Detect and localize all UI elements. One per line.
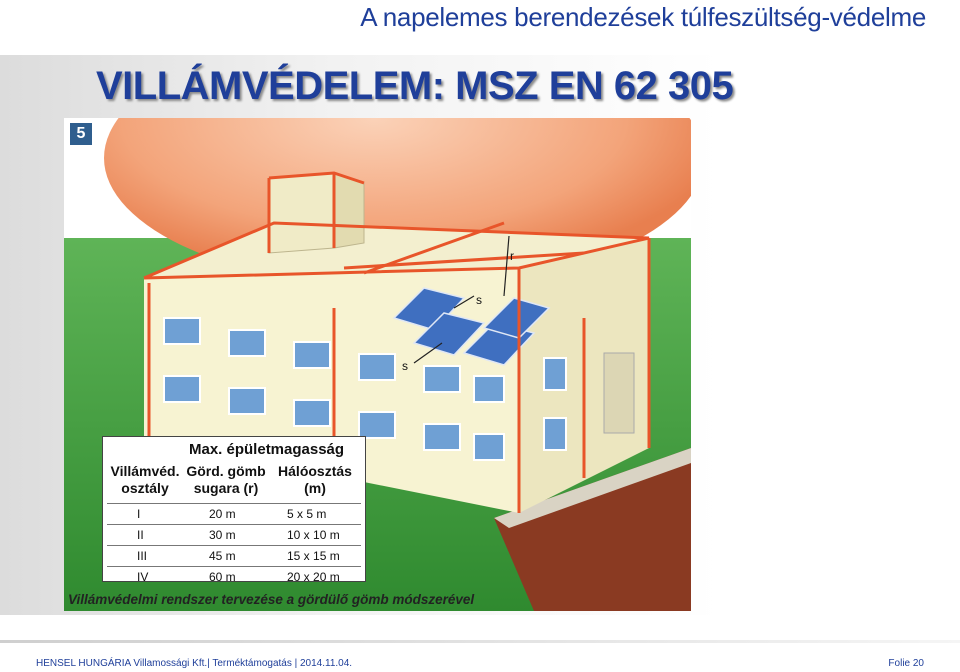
- protection-class-table: [102, 436, 366, 582]
- figure-number-badge: 5: [70, 123, 92, 145]
- footer-slide-number: Folie 20: [888, 658, 924, 669]
- footer-divider: [0, 640, 960, 643]
- figure-caption: Villámvédelmi rendszer tervezése a gördülő gömb módszerével: [68, 592, 475, 607]
- column-header-mesh: Hálóosztás (m): [278, 463, 352, 496]
- label-radius: r: [510, 249, 514, 263]
- label-distance-1: s: [476, 293, 482, 307]
- table-heading: Max. épületmagasság: [189, 441, 345, 458]
- table-row: I 20 m 5 x 5 m: [137, 507, 327, 521]
- column-header-class: Villámvéd. osztály: [110, 463, 180, 496]
- footer-company-info: HENSEL HUNGÁRIA Villamossági Kft.| Terméktámogatás | 2014.11.04.: [36, 658, 353, 669]
- table-row: III 45 m 15 x 15 m: [137, 549, 340, 563]
- slide-main-title: VILLÁMVÉDELEM: MSZ EN 62 305: [96, 64, 734, 108]
- lightning-protection-illustration: [64, 118, 691, 611]
- slide-top-title: A napelemes berendezések túlfeszültség-védelme: [360, 2, 926, 32]
- label-distance-2: s: [402, 359, 408, 373]
- column-header-radius: Görd. gömb sugara (r): [186, 463, 266, 496]
- table-row: IV 60 m 20 x 20 m: [137, 570, 340, 584]
- table-row: II 30 m 10 x 10 m: [137, 528, 340, 542]
